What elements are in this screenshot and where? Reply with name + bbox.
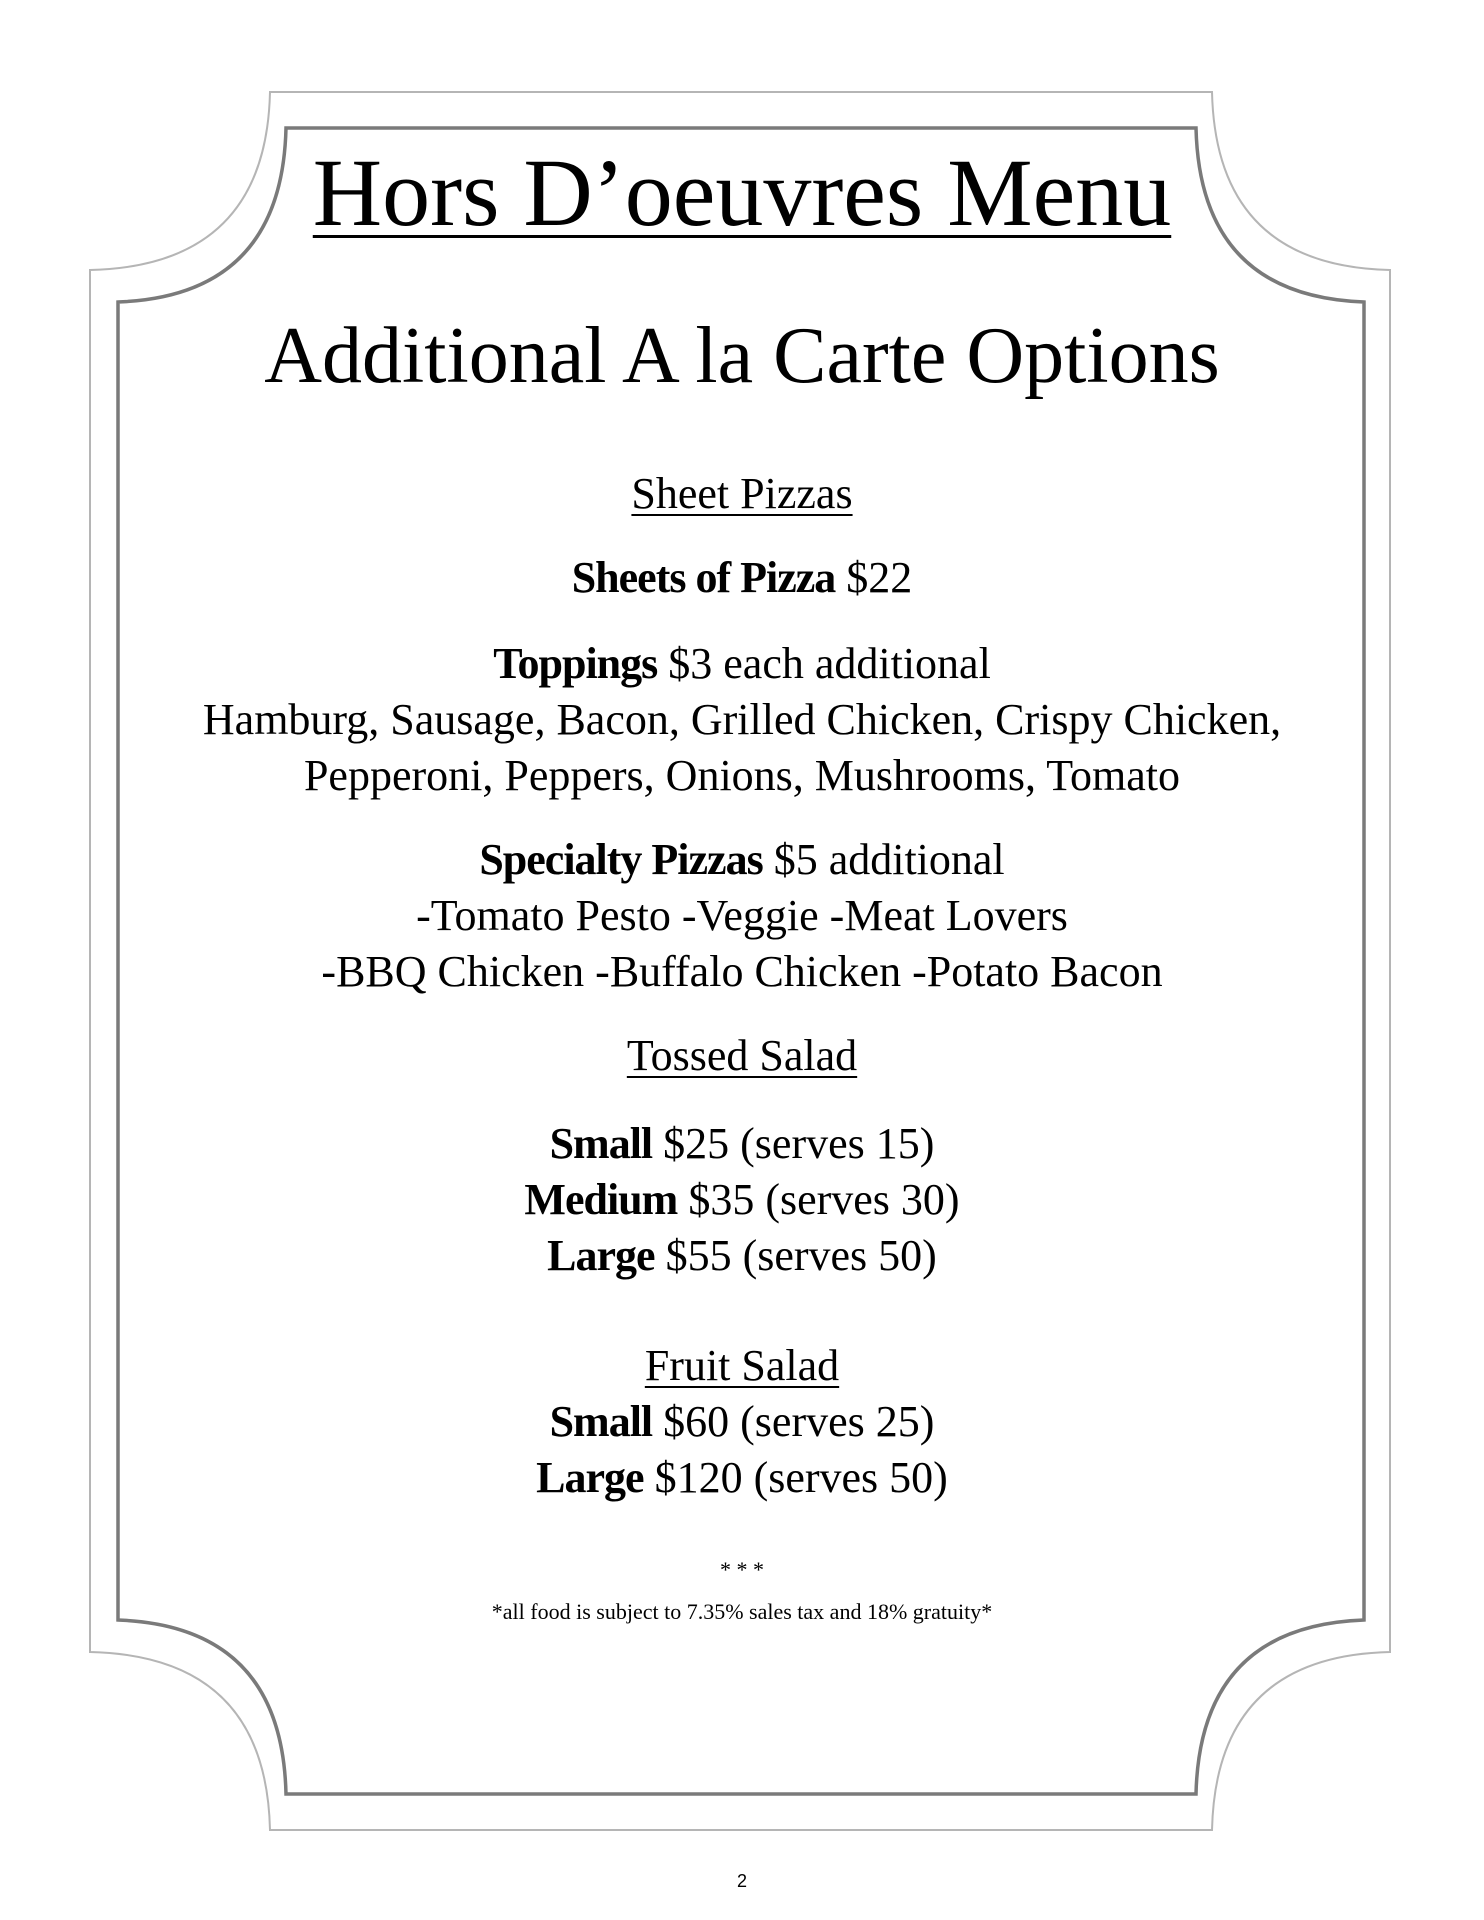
sheet-pizzas-heading: Sheet Pizzas (631, 469, 853, 518)
tossed-salad-large: Large $55 (serves 50) (547, 1231, 937, 1280)
specialty-list-line-2: -BBQ Chicken -Buffalo Chicken -Potato Bacon (321, 947, 1163, 996)
toppings-item: Toppings $3 each additional (493, 639, 991, 688)
page-subtitle: Additional A la Carte Options (264, 312, 1220, 400)
tossed-salad-small: Small $25 (serves 15) (549, 1119, 935, 1168)
sheets-of-pizza-item: Sheets of Pizza $22 (571, 553, 913, 602)
fruit-salad-heading: Fruit Salad (644, 1341, 840, 1390)
page-title: Hors D’oeuvres Menu (312, 139, 1172, 246)
tax-footnote: *all food is subject to 7.35% sales tax and 18% gratuity* (491, 1599, 993, 1624)
fruit-salad-large: Large $120 (serves 50) (536, 1453, 948, 1502)
specialty-pizzas-item: Specialty Pizzas $5 additional (479, 835, 1005, 884)
tossed-salad-heading: Tossed Salad (626, 1031, 858, 1080)
tossed-salad-medium: Medium $35 (serves 30) (524, 1175, 960, 1224)
fruit-salad-small: Small $60 (serves 25) (549, 1397, 935, 1446)
page-number: 2 (736, 1871, 747, 1891)
toppings-list-line-2: Pepperoni, Peppers, Onions, Mushrooms, Tomato (303, 751, 1181, 800)
toppings-list-line-1: Hamburg, Sausage, Bacon, Grilled Chicken, Crispy Chicken, (202, 695, 1282, 744)
separator-stars: * * * (720, 1557, 764, 1582)
specialty-list-line-1: -Tomato Pesto -Veggie -Meat Lovers (416, 891, 1068, 940)
